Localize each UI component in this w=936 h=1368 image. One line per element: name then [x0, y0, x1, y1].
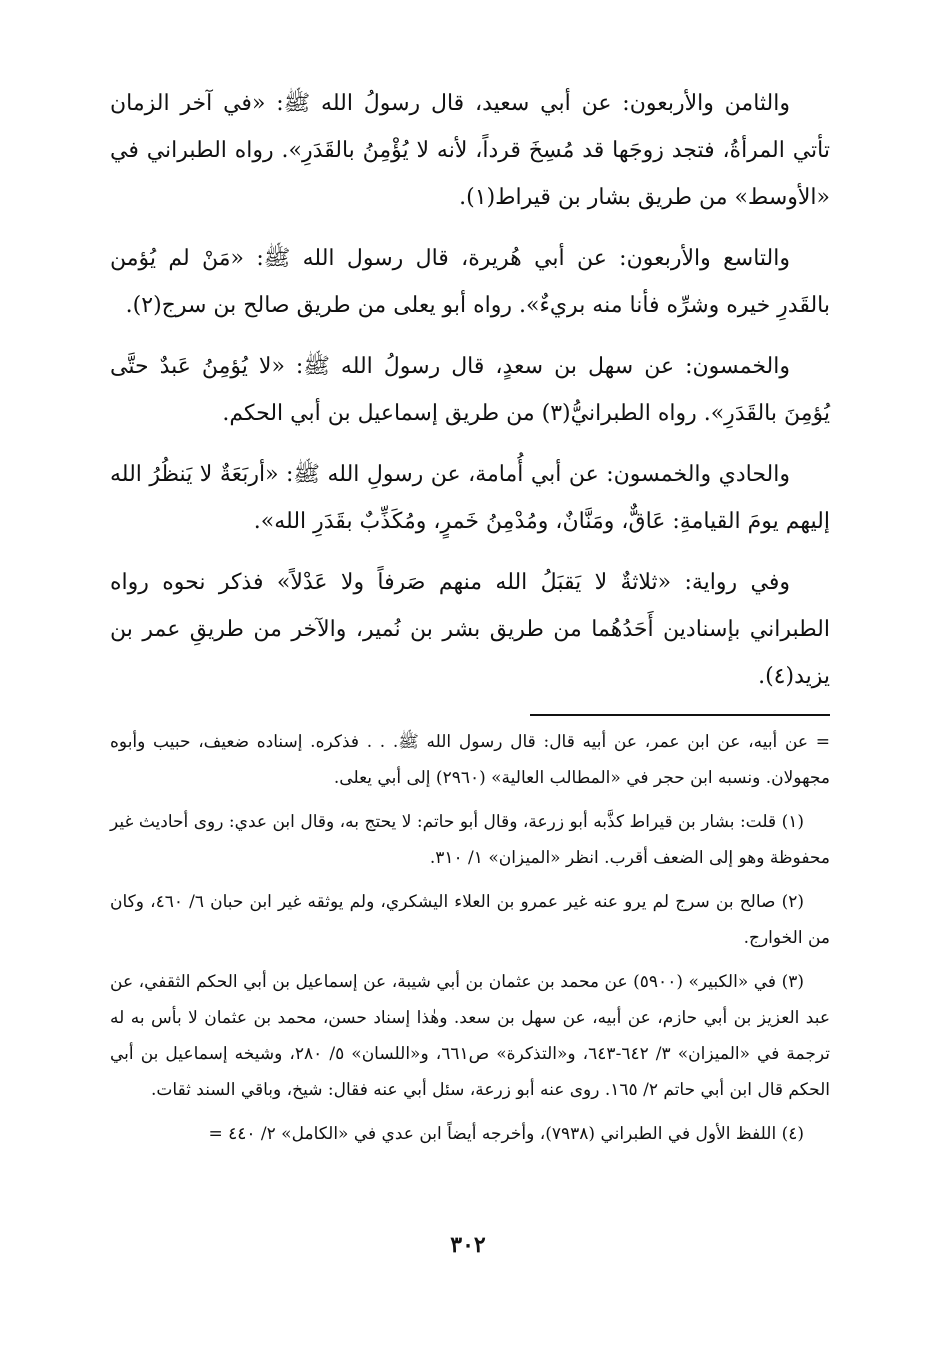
- page-content: [110, 80, 830, 1160]
- footnote-1: (١) قلت: بشار بن قيراط كذَّبه أبو زرعة، وقال أبو حاتم: لا يحتج به، وقال ابن عدي: روى أحاديث غير محفوظة وهو إلى الضعف أقرب. انظر «الميزان» ١/ ٣١٠.: [110, 812, 830, 868]
- footnote-carryover: = عن أبيه، عن ابن عمر، عن أبيه قال: قال رسول الله ﷺ. . . فذكره. إسناده ضعيف، حبيب وأبوه مجهولان. ونسبه ابن حجر في «المطالب العالية» (٢٩٦٠) إلى أبي يعلى.: [110, 732, 830, 788]
- footnote-3: (٣) في «الكبير» (٥٩٠٠) عن محمد بن عثمان بن أبي شيبة، عن إسماعيل بن أبي الحكم الثقفي، عن عبد العزيز بن أبي حازم، عن أبيه، عن سهل بن سعد. وهٰذا إسناد حسن، محمد بن عثمان لا بأس به له ترجمة في «الميزان» ٣/ ٦٤٢-٦٤٣، و«التذكرة» ص٦٦١، و«اللسان» ٥/ ٢٨٠، وشيخه إسماعيل بن أبي الحكم قال ابن أبي حاتم ٢/ ١٦٥. روى عنه أبو زرعة، سئل أبي عنه فقال: شيخ، وباقي السند ثقات.: [110, 972, 830, 1100]
- body-paragraph-50: والخمسون: عن سهل بن سعدٍ، قال رسولُ الله ﷺ: «لا يُؤمِنُ عَبدٌ حتَّى يُؤمِنَ بالقَدَرِ». رواه الطبرانيُّ(٣) من طريق إسماعيل بن أبي الحكم.: [110, 354, 830, 426]
- body-paragraph-49: والتاسع والأربعون: عن أبي هُريرة، قال رسول الله ﷺ: «مَنْ لم يُؤمن بالقَدرِ خيره وشرِّه فأنا منه بريءٌ». رواه أبو يعلى من طريق صالح بن سرج(٢).: [110, 246, 830, 318]
- body-paragraph-48: والثامن والأربعون: عن أبي سعيد، قال رسولُ الله ﷺ: «في آخر الزمان تأتي المرأةُ، فتجد زوجَها قد مُسِخَ قرداً، لأنه لا يُؤْمِنُ بالقَدَرِ». رواه الطبراني في «الأوسط» من طريق بشار بن قيراط(١).: [110, 91, 830, 210]
- body-paragraph-variant: وفي رواية: «ثلاثةٌ لا يَقبَلُ الله منهم صَرفاً ولا عَدْلاً» فذكر نحوه رواه الطبراني بإسنادين أَحَدُهُما من طريق بشر بن نُمير، والآخر من طريقِ عمر بن يزيد(٤).: [110, 570, 830, 689]
- body-paragraph-51: والحادي والخمسون: عن أبي أُمامة، عن رسولِ الله ﷺ: «أربَعَةٌ لا يَنظُرُ الله إليهم يومَ القيامةِ: عَاقٌّ، ومَنَّانٌ، ومُدْمِنُ خَمرٍ، ومُكَذِّبٌ بقَدَرِ الله».: [110, 462, 830, 534]
- footnote-separator: [530, 714, 830, 716]
- footnote-4: (٤) اللفظ الأول في الطبراني (٧٩٣٨)، وأخرجه أيضاً ابن عدي في «الكامل» ٢/ ٤٤٠ =: [208, 1124, 804, 1144]
- footnote-2: (٢) صالح بن سرج لم يرو عنه غير عمرو بن العلاء اليشكري، ولم يوثقه غير ابن حبان ٦/ ٤٦٠، وكان من الخوارج.: [110, 892, 830, 948]
- page-number: ٣٠٢: [450, 1232, 486, 1258]
